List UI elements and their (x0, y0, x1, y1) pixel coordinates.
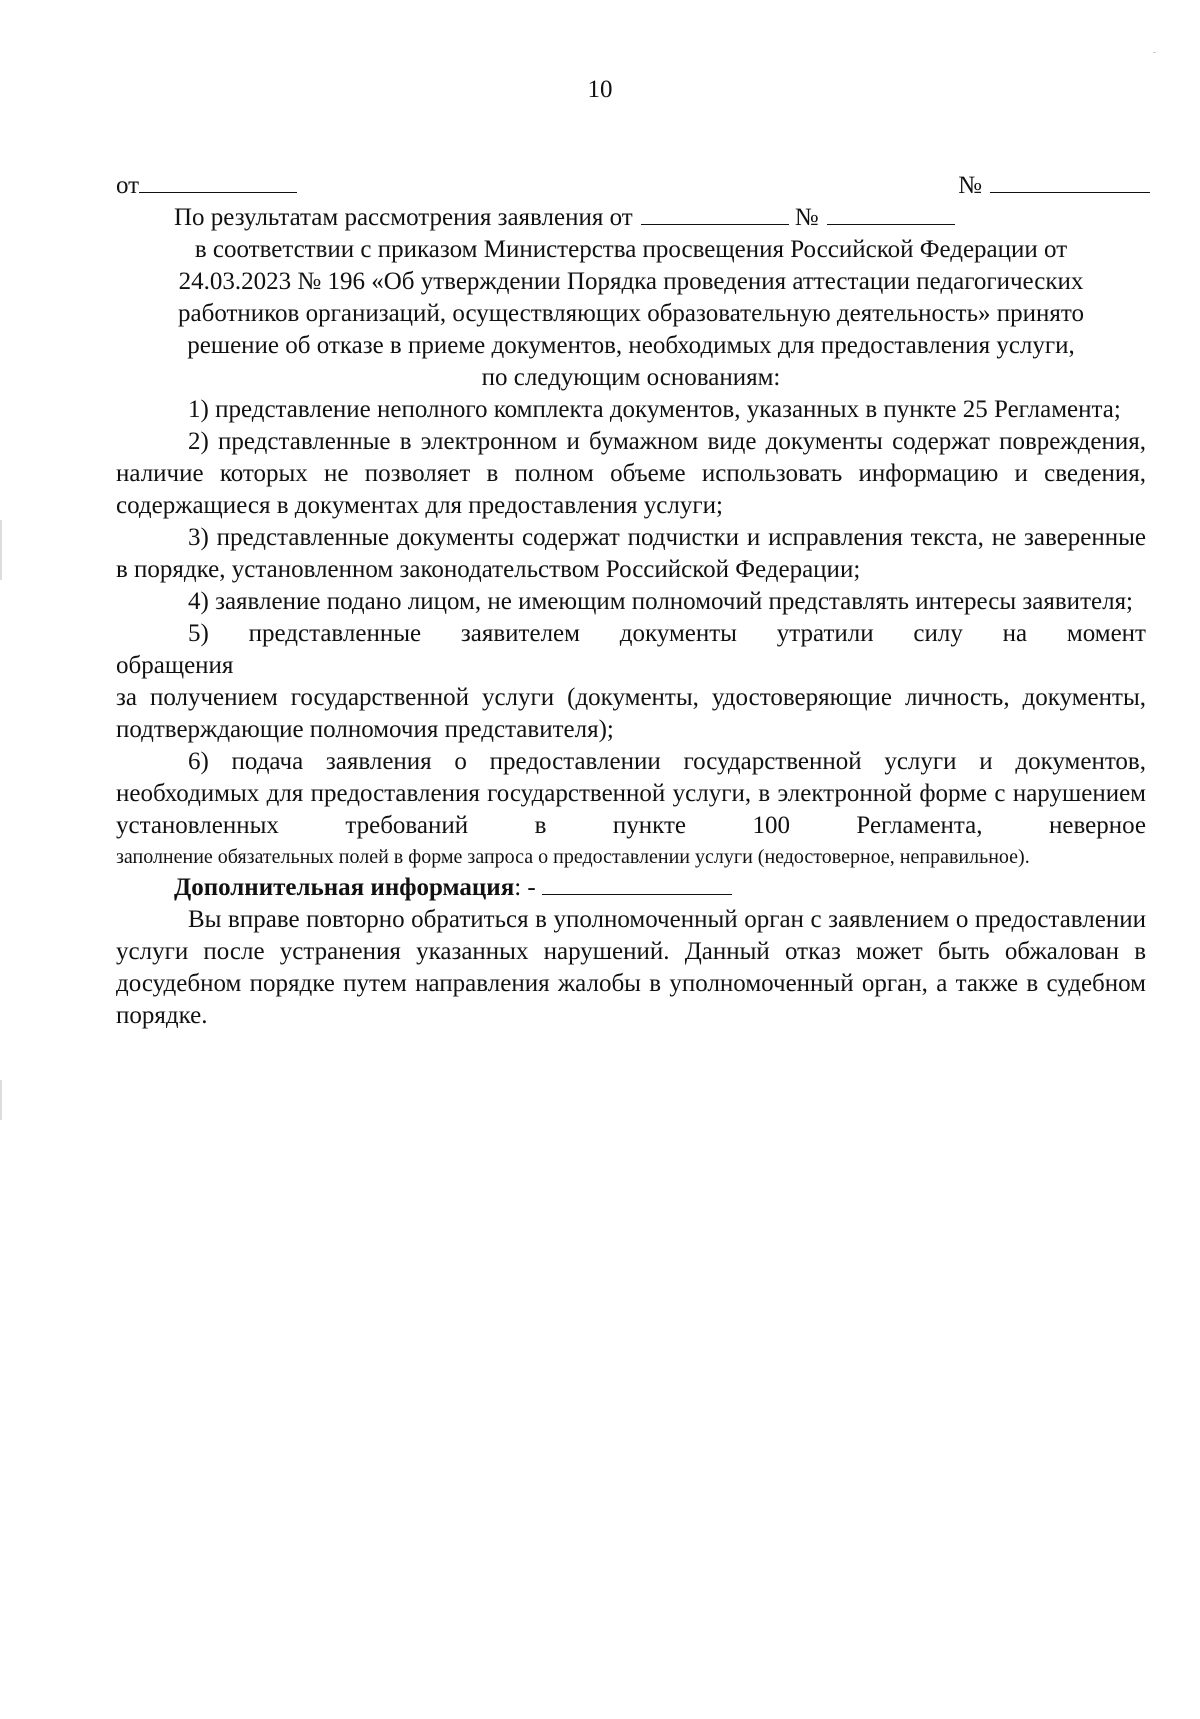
additional-info-label: Дополнительная информация (174, 874, 515, 901)
ground-item: 1) представление неполного комплекта документов, указанных в пункте 25 Регламента; (188, 396, 1121, 423)
scan-edge-mark (0, 520, 2, 580)
page-number: 10 (587, 76, 613, 103)
ground-item: 2) представленные в электронном и бумажном виде документы содержат повреждения, наличие которых не позволяет в полном объеме использовать информацию и сведения, содержащиеся в документах для предоставления услуги; (116, 428, 1146, 519)
intro-line-1-text: По результатам рассмотрения заявления от (174, 204, 633, 231)
ground-item: 3) представленные документы содержат подчистки и исправления текста, не заверенные в порядке, установленном законодательством Российской Федерации; (116, 524, 1146, 583)
additional-info-blank (542, 872, 732, 895)
intro-line-2: в соответствии с приказом Министерства просвещения Российской Федерации от (194, 236, 1068, 263)
ground-5-line-2: обращения (116, 652, 234, 679)
intro-line-6: по следующим основаниям: (481, 364, 781, 391)
intro-line-4: работников организаций, осуществляющих образовательную деятельность» принято (178, 300, 1084, 327)
application-number-label: № (794, 204, 819, 231)
additional-info-line (116, 872, 1146, 904)
from-field (116, 170, 297, 202)
application-date-blank (641, 202, 789, 225)
ground-item: 4) заявление подано лицом, не имеющим полномочий представлять интересы заявителя; (188, 588, 1134, 615)
document-body (116, 170, 1146, 1032)
intro-line-5: решение об отказе в приеме документов, необходимых для предоставления услуги, (187, 332, 1075, 359)
ground-5-line-3: за получением государственной услуги (документы, удостоверяющие личность, документы, подтверждающие полномочия представителя); (116, 684, 1146, 743)
application-number-blank (827, 202, 955, 225)
intro-line-1 (116, 202, 1146, 234)
ground-6-main: 6) подача заявления о предоставлении государственной услуги и документов, необходимых для предоставления государственной услуги, в электронной форме с нарушением установленных требований в пункте 100 Регламента, неверное (116, 748, 1146, 839)
number-field (958, 170, 1150, 202)
header-row (116, 170, 1146, 202)
from-date-blank (139, 170, 297, 193)
ground-6-small: заполнение обязательных полей в форме запроса о предоставлении услуги (недостоверное, неправильное). (116, 846, 1030, 868)
from-label: от (116, 172, 140, 199)
ground-5-line-1: 5) представленные заявителем документы утратили силу на момент (188, 620, 1146, 647)
scan-edge-mark (0, 1080, 2, 1120)
intro-line-3: 24.03.2023 № 196 «Об утверждении Порядка проведения аттестации педагогических (178, 268, 1084, 295)
scan-speck (1153, 52, 1156, 53)
number-label: № (958, 172, 982, 199)
additional-info-suffix: : - (514, 874, 536, 901)
number-blank (990, 170, 1150, 193)
closing-paragraph: Вы вправе повторно обратиться в уполномоченный орган с заявлением о предоставлении услуги после устранения указанных нарушений. Данный отказ может быть обжалован в досудебном порядке путем направления жалобы в уполномоченный орган, а также в судебном порядке. (116, 906, 1146, 1029)
